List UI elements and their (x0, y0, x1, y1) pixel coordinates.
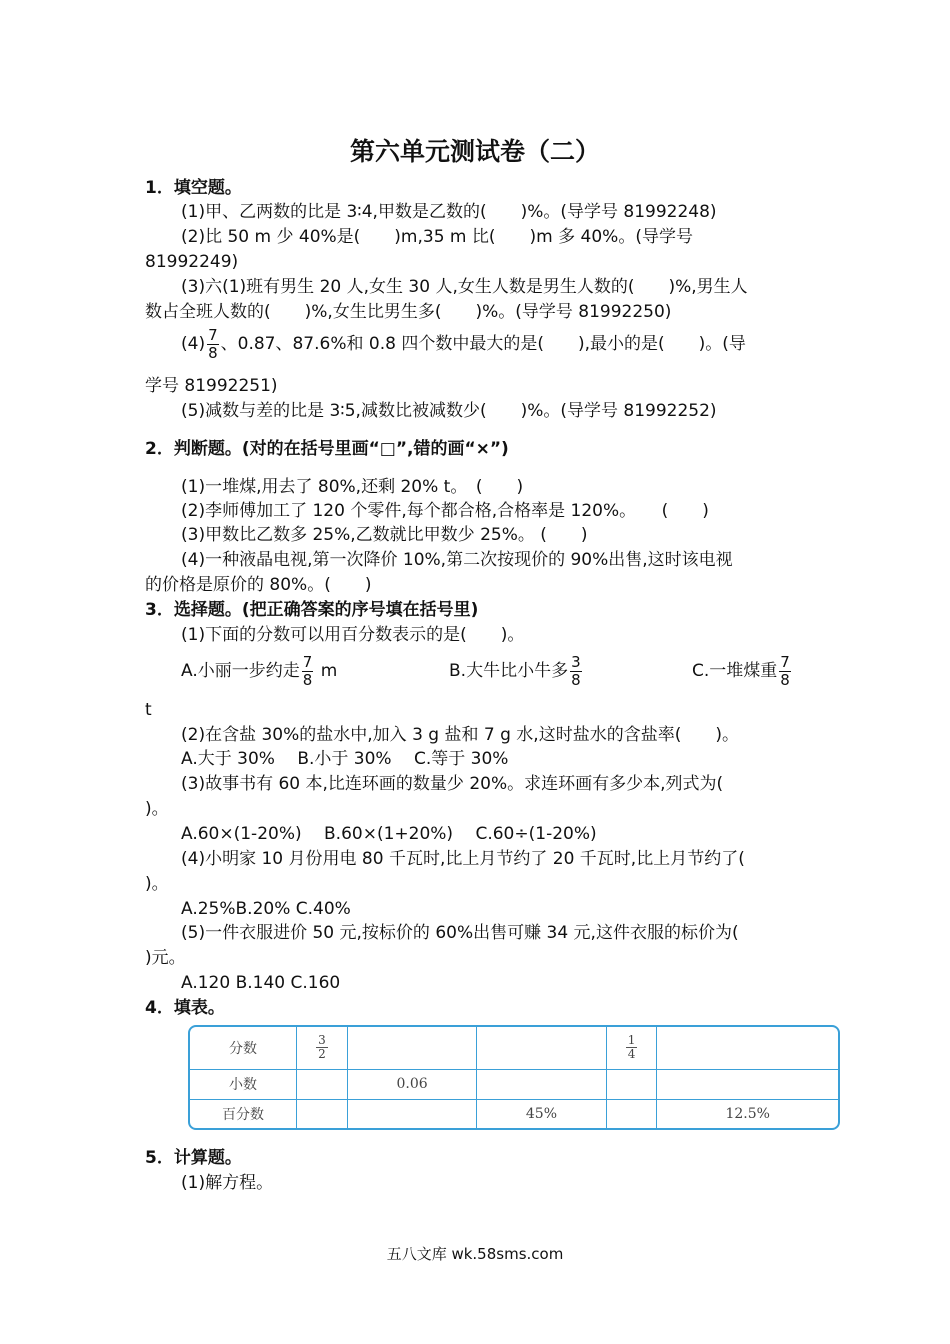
q2-4-cont: 的价格是原价的 80%。( ) (145, 575, 372, 595)
fraction-denominator: 8 (302, 670, 313, 689)
option-a-label: A.小丽一步约走 (181, 661, 300, 681)
q1-5: (5)减数与差的比是 3∶5,减数比被减数少( )%。(导学号 81992252) (181, 401, 717, 421)
fraction-numerator: 1 (627, 1033, 636, 1048)
q3-5-options: A.120 B.140 C.160 (181, 973, 341, 993)
fraction-numerator: 7 (302, 652, 313, 671)
fraction-three-eighths (570, 654, 582, 689)
fraction-denominator: 4 (627, 1047, 636, 1062)
q1-4 (181, 324, 746, 364)
table-cell (477, 1027, 606, 1069)
table-cell (657, 1027, 838, 1069)
q3-1: (1)下面的分数可以用百分数表示的是( )。 (181, 625, 525, 645)
q3-5: (5)一件衣服进价 50 元,按标价的 60%出售可赚 34 元,这件衣服的标价为( (181, 923, 739, 943)
fraction-seven-eighths (207, 327, 219, 362)
table-cell (657, 1069, 838, 1099)
q1-2-cont: 81992249) (145, 252, 239, 272)
table-cell: 0.06 (347, 1069, 476, 1099)
table-cell (297, 1027, 348, 1069)
option-a-unit: m (320, 661, 338, 681)
q3-3: (3)故事书有 60 本,比连环画的数量少 20%。求连环画有多少本,列式为( (181, 774, 724, 794)
q1-4-cont: 学号 81992251) (145, 376, 278, 396)
section-3-heading: 3．选择题。(把正确答案的序号填在括号里) (145, 600, 479, 620)
table-cell: 12.5% (657, 1099, 838, 1128)
section-4-heading: 4．填表。 (145, 998, 225, 1018)
q3-5-cont: )元。 (145, 948, 186, 968)
fraction-denominator: 8 (208, 343, 218, 362)
fraction-numerator: 7 (208, 325, 218, 344)
section-5-heading: 5．计算题。 (145, 1148, 242, 1168)
row-header: 百分数 (190, 1099, 297, 1128)
fraction-numerator: 3 (571, 652, 581, 671)
q5-1: (1)解方程。 (181, 1173, 274, 1193)
table-cell (297, 1099, 348, 1128)
option-b-label: B.大牛比小牛多 (449, 661, 569, 681)
q1-3-cont: 数占全班人数的( )%,女生比男生多( )%。(导学号 81992250) (145, 302, 672, 322)
q3-1-option-a (181, 651, 337, 691)
q2-1: (1)一堆煤,用去了 80%,还剩 20% t。 ( ) (181, 477, 524, 497)
q1-4-prefix: (4) (181, 334, 206, 354)
table-fraction-three-halves (316, 1034, 328, 1061)
q3-1-option-c-unit: t (145, 700, 152, 720)
table-cell (297, 1069, 348, 1099)
fraction-numerator: 7 (780, 652, 790, 671)
table-cell (606, 1069, 657, 1099)
option-c-label: C.一堆煤重 (692, 661, 778, 681)
page-title: 第六单元测试卷（二） (349, 137, 600, 166)
table-row-percent (190, 1099, 838, 1128)
section-1-heading: 1．填空题。 (145, 178, 242, 198)
table-cell (606, 1027, 657, 1069)
fraction-numerator: 3 (318, 1033, 326, 1048)
q3-2: (2)在含盐 30%的盐水中,加入 3 g 盐和 7 g 水,这时盐水的含盐率( )。 (181, 725, 739, 745)
table-cell: 45% (477, 1099, 606, 1128)
fraction-denominator: 2 (318, 1047, 326, 1062)
q1-2: (2)比 50 m 少 40%是( )m,35 m 比( )m 多 40%。(导学号 (181, 227, 693, 247)
q3-4-cont: )。 (145, 874, 169, 894)
q1-1: (1)甲、乙两数的比是 3∶4,甲数是乙数的( )%。(导学号 81992248) (181, 202, 717, 222)
table-cell (606, 1099, 657, 1128)
row-header: 小数 (190, 1069, 297, 1099)
q3-2-options: A.大于 30% B.小于 30% C.等于 30% (181, 749, 509, 769)
q2-3: (3)甲数比乙数多 25%,乙数就比甲数少 25%。 ( ) (181, 525, 588, 545)
q3-4-options: A.25%B.20% C.40% (181, 899, 351, 919)
fraction-seven-eighths (779, 654, 791, 689)
q1-3: (3)六(1)班有男生 20 人,女生 30 人,女生人数是男生人数的( )%,男生人 (181, 277, 748, 297)
fraction-denominator: 8 (571, 670, 581, 689)
table-cell (347, 1099, 476, 1128)
table-cell (477, 1069, 606, 1099)
q3-3-cont: )。 (145, 799, 169, 819)
q3-4: (4)小明家 10 月份用电 80 千瓦时,比上月节约了 20 千瓦时,比上月节约了( (181, 849, 745, 869)
q2-2: (2)李师傅加工了 120 个零件,每个都合格,合格率是 120%。 ( ) (181, 501, 709, 521)
q2-4: (4)一种液晶电视,第一次降价 10%,第二次按现价的 90%出售,这时该电视 (181, 550, 733, 570)
fraction-seven-eighths (302, 654, 314, 689)
footer-watermark: 五八文库 wk.58sms.com (386, 1245, 564, 1263)
fraction-denominator: 8 (780, 670, 790, 689)
section-2-heading: 2．判断题。(对的在括号里画“□”,错的画“×”) (145, 439, 509, 459)
q3-1-option-b (449, 651, 584, 691)
q1-4-text: 、0.87、87.6%和 0.8 四个数中最大的是( ),最小的是( )。(导 (220, 334, 746, 354)
table-fraction-one-quarter (626, 1034, 638, 1061)
table-row-fraction (190, 1027, 838, 1069)
row-header: 分数 (190, 1027, 297, 1069)
q3-3-options: A.60×(1-20%) B.60×(1+20%) C.60÷(1-20%) (181, 824, 597, 844)
fill-in-table (188, 1025, 840, 1130)
table-cell (347, 1027, 476, 1069)
table-row-decimal (190, 1069, 838, 1099)
q3-1-option-c (692, 651, 793, 691)
